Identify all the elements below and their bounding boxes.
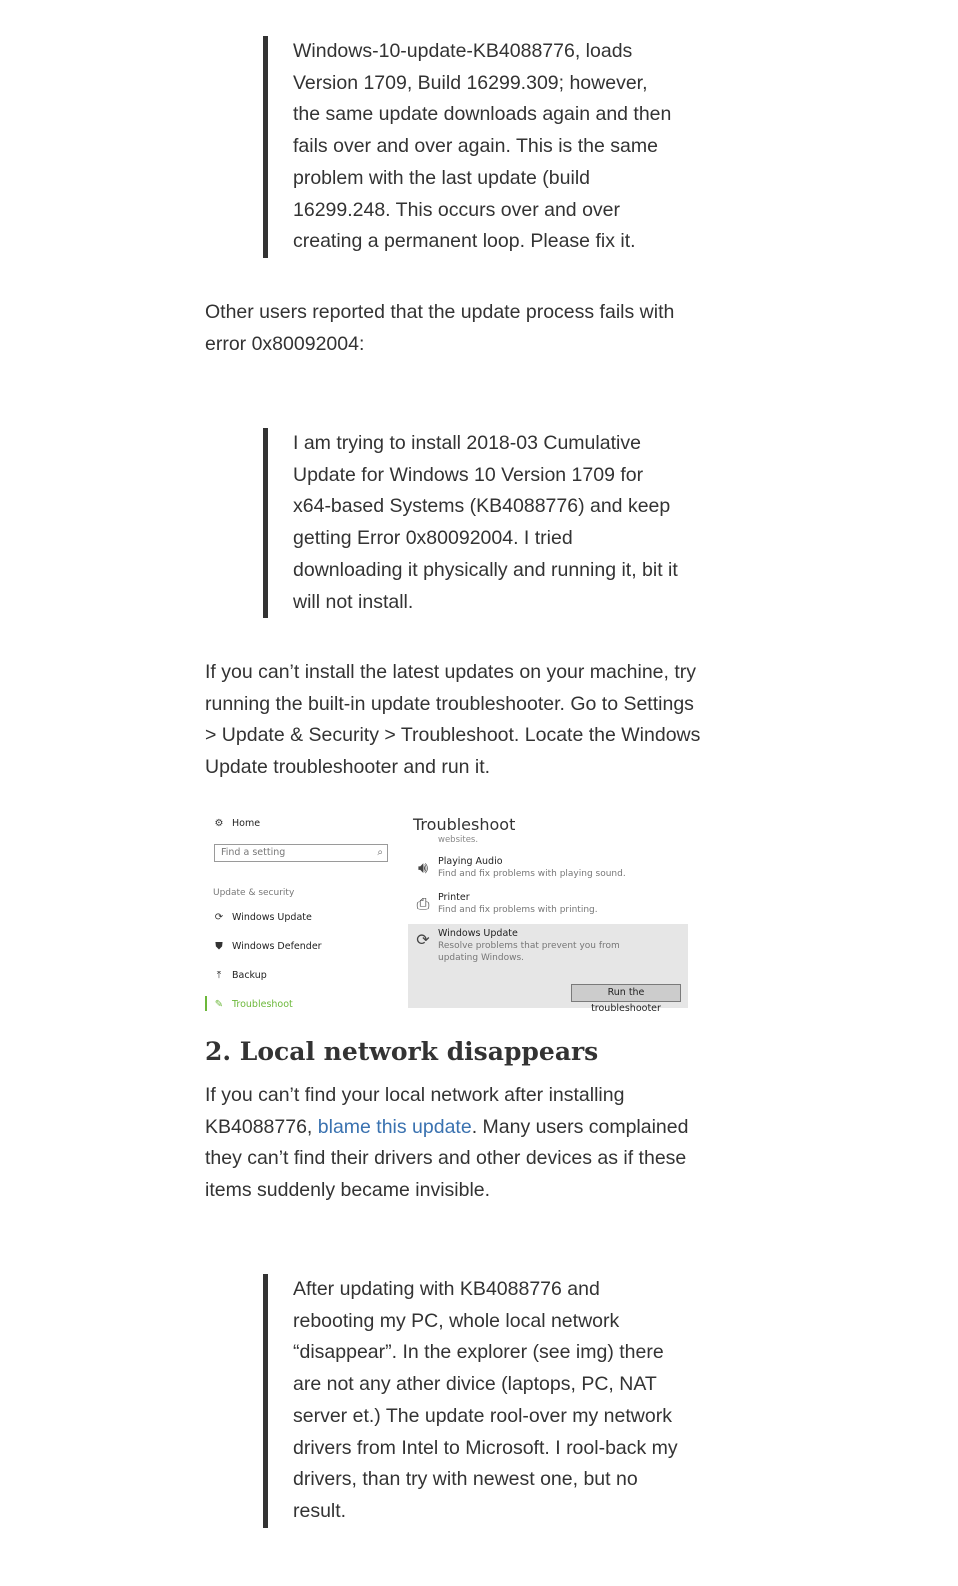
item-name: Printer bbox=[438, 892, 470, 903]
find-setting-input bbox=[214, 844, 388, 862]
section-heading: 2. Local network disappears bbox=[205, 1037, 599, 1066]
sidebar-item-windows-defender bbox=[213, 940, 322, 952]
sidebar-item-label: Troubleshoot bbox=[232, 998, 293, 1010]
sidebar-item-backup bbox=[213, 969, 267, 981]
printer-icon: ⎙ bbox=[416, 894, 430, 913]
troubleshoot-panel bbox=[408, 811, 691, 1014]
sidebar-home bbox=[213, 817, 260, 829]
faded-text: websites. bbox=[438, 835, 479, 845]
sidebar-item-troubleshoot bbox=[213, 998, 293, 1010]
wrench-icon: ✎ bbox=[214, 998, 224, 1010]
item-desc: Find and fix problems with playing sound. bbox=[438, 869, 626, 879]
blame-update-link[interactable]: blame this update bbox=[317, 1115, 472, 1138]
sidebar-item-label: Backup bbox=[232, 969, 267, 981]
sidebar-item-windows-update bbox=[213, 911, 312, 923]
upload-arrow-icon: ⤒ bbox=[216, 969, 222, 981]
item-desc: Resolve problems that prevent you from updating Windows. bbox=[438, 941, 620, 963]
paragraph-local-network bbox=[205, 1080, 705, 1207]
speaker-icon: 🔊︎ bbox=[417, 858, 429, 877]
gear-icon: ⚙ bbox=[214, 817, 224, 829]
category-label: Update & security bbox=[213, 888, 295, 898]
settings-screenshot bbox=[205, 811, 691, 1014]
item-name: Playing Audio bbox=[438, 856, 503, 867]
item-desc: Find and fix problems with printing. bbox=[438, 905, 598, 915]
shield-icon: ⛊ bbox=[215, 940, 223, 952]
search-icon: ⌕ bbox=[377, 847, 383, 858]
sidebar-item-label: Windows Defender bbox=[232, 940, 322, 952]
user-quote-1 bbox=[263, 36, 678, 258]
text-after-link: . Many users complained they can’t find their drivers and other devices as if these items suddenly became invisible. bbox=[205, 1115, 689, 1202]
settings-sidebar bbox=[205, 811, 400, 1014]
item-name: Windows Update bbox=[438, 928, 518, 939]
user-quote-3 bbox=[263, 1274, 678, 1528]
search-placeholder: Find a setting bbox=[221, 847, 286, 858]
refresh-icon: ⟳ bbox=[214, 911, 224, 923]
user-quote-2 bbox=[263, 428, 678, 618]
quote-text: I am trying to install 2018-03 Cumulative Update for Windows 10 Version 1709 for x64-based Systems (KB4088776) and keep getting Error 0x80092004. I tried downloading it physically and running it, bit it will not install. bbox=[293, 432, 678, 613]
active-indicator bbox=[205, 996, 207, 1011]
refresh-icon: ⟳ bbox=[416, 930, 430, 949]
home-label: Home bbox=[232, 817, 261, 829]
text-before-link: If you can’t find your local network after installing KB4088776, bbox=[205, 1084, 625, 1138]
quote-text: After updating with KB4088776 and rebooting my PC, whole local network “disappear”. In the explorer (see img) there are not any ather divice (laptops, PC, NAT server et.) The update rool-over my network drivers from Intel to Microsoft. I rool-back my drivers, than try with newest one, but no result. bbox=[293, 1278, 678, 1522]
paragraph-troubleshooter: If you can’t install the latest updates on your machine, try running the built-in update troubleshooter. Go to Settings > Update & Security > Troubleshoot. Locate the Windows Update troubleshooter and run it. bbox=[205, 661, 701, 779]
paragraph-error-intro: Other users reported that the update process fails with error 0x80092004: bbox=[205, 301, 675, 355]
quote-text: Windows-10-update-KB4088776, loads Version 1709, Build 16299.309; however, the same update downloads again and then fails over and over again. This is the same problem with the last update (build 16299.248. This occurs over and over creating a permanent loop. Please fix it. bbox=[293, 40, 672, 253]
panel-title: Troubleshoot bbox=[413, 815, 516, 834]
run-troubleshooter-button: Run the troubleshooter bbox=[571, 984, 681, 1002]
sidebar-item-label: Windows Update bbox=[232, 911, 312, 923]
